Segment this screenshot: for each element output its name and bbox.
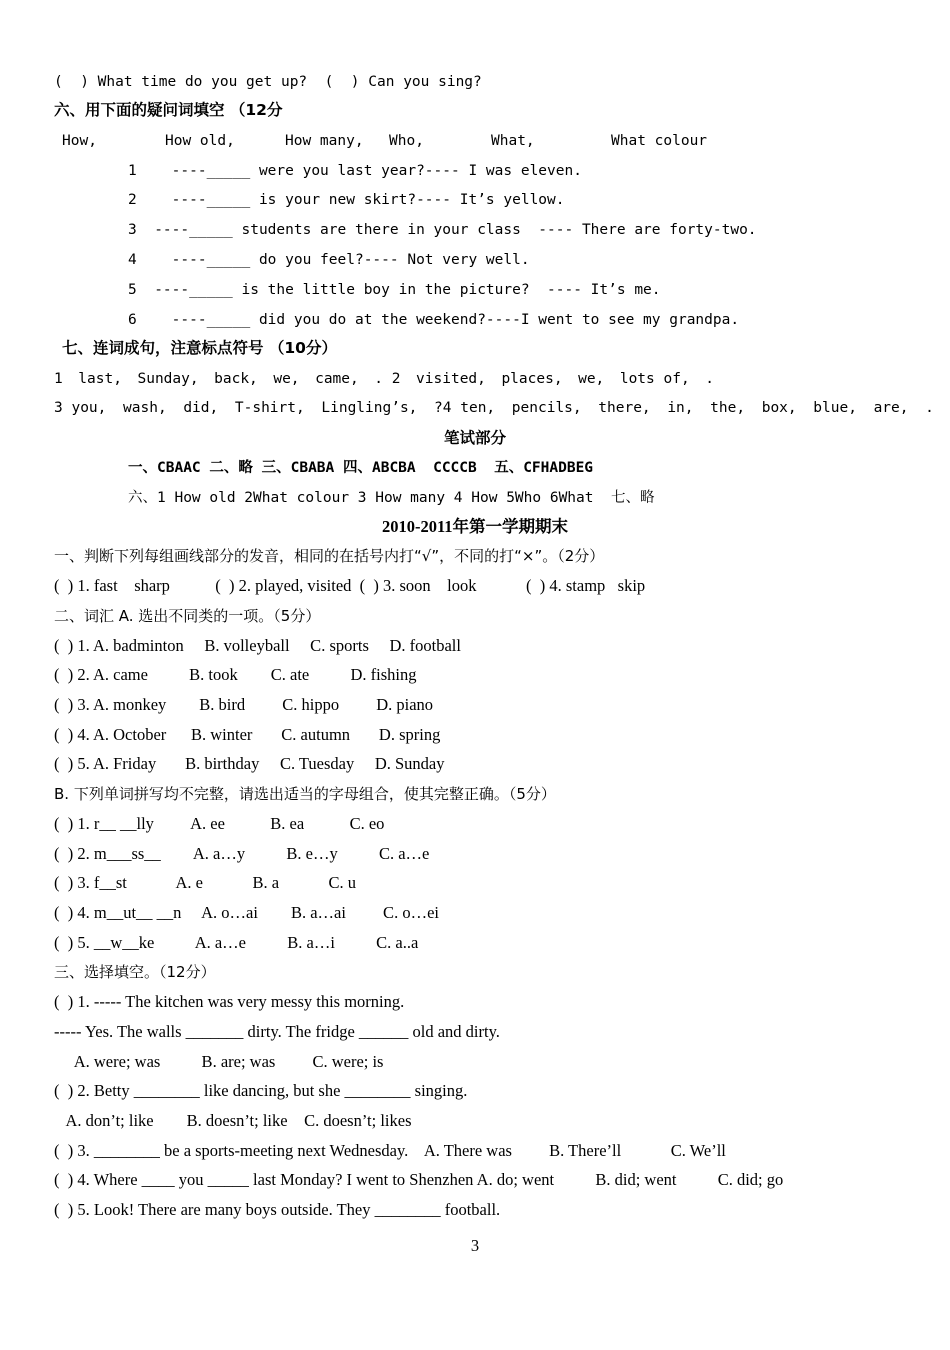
part3-title: 三、选择填空。（12分） xyxy=(54,963,216,981)
sec7-l1-w9: we, xyxy=(578,371,605,387)
part2-title-b: B. 下列单词拼写均不完整，请选出适当的字母组合，使其完整正确。（5分） xyxy=(54,785,556,803)
part2-a-item-1: ( ) 1. A. badminton B. volleyball C. sports D. football xyxy=(54,636,461,655)
page-number: 3 xyxy=(470,1236,480,1255)
sec6-item-6: 6 ----_____ did you do at the weekend?----I went to see my grandpa. xyxy=(128,312,740,328)
part2-b-item-1: ( ) 1. r__ __lly A. ee B. ea C. eo xyxy=(54,814,385,833)
sec7-l2-w12: are, xyxy=(873,400,909,416)
part2-b-item-2: ( ) 2. m___ss__ A. a…y B. e…y C. a…e xyxy=(54,844,430,863)
part1-line: ( ) 1. fast sharp ( ) 2. played, visited ( ) 3. soon look ( ) 4. stamp skip xyxy=(54,576,646,595)
sec6-item-3: 3 ----_____ students are there in your class ---- There are forty-two. xyxy=(128,222,757,238)
section-6-title: 六、用下面的疑问词填空 （12分 xyxy=(54,101,283,119)
part2-b-item-5: ( ) 5. __w__ke A. a…e B. a…i C. a..a xyxy=(54,933,419,952)
sec7-l2-w3: T-shirt, xyxy=(234,400,305,416)
sec7-l1-w6: . 2 xyxy=(374,371,401,387)
sec7-l1-w4: we, xyxy=(273,371,300,387)
part3-line-4: ( ) 2. Betty ________ like dancing, but she ________ singing. xyxy=(54,1081,468,1100)
sec6-word-5: What colour xyxy=(611,133,708,149)
part2-a-item-3: ( ) 3. A. monkey B. bird C. hippo D. piano xyxy=(54,695,434,714)
sec7-line-2 xyxy=(54,398,934,418)
top-question-line: ( ) What time do you get up? ( ) Can you sing? xyxy=(54,74,482,90)
sec7-l1-w8: places, xyxy=(501,371,563,387)
sec7-l1-w10: lots of, xyxy=(619,371,690,387)
sec7-l2-w8: in, xyxy=(667,400,694,416)
sec7-l2-w13: . xyxy=(925,400,934,416)
sec6-word-4: What, xyxy=(491,133,535,149)
section-7-title: 七、连词成句，注意标点符号 （10分） xyxy=(62,339,337,357)
part3-line-5: A. don’t; like B. doesn’t; like C. doesn’t; likes xyxy=(54,1111,412,1130)
sec7-l1-w5: came, xyxy=(315,371,359,387)
sec6-word-1: How old, xyxy=(165,133,235,149)
answers-title: 笔试部分 xyxy=(443,429,506,447)
sec7-l1-w7: visited, xyxy=(416,371,486,387)
sec6-word-3: Who, xyxy=(389,133,424,149)
sec7-l2-w11: blue, xyxy=(813,400,857,416)
sec6-word-2: How many, xyxy=(285,133,364,149)
sec7-l2-w2: did, xyxy=(183,400,219,416)
sec7-l1-w3: back, xyxy=(214,371,258,387)
sec7-l2-w10: box, xyxy=(761,400,797,416)
sec7-l2-w4: Lingling’s, xyxy=(321,400,418,416)
part1-title: 一、判断下列每组画线部分的发音，相同的在括号内打“√”，不同的打“×”。（2分） xyxy=(54,547,605,565)
part3-line-2: ----- Yes. The walls _______ dirty. The fridge ______ old and dirty. xyxy=(54,1022,500,1041)
sec7-l2-w7: there, xyxy=(598,400,651,416)
part2-a-item-4: ( ) 4. A. October B. winter C. autumn D. spring xyxy=(54,725,441,744)
part2-a-item-5: ( ) 5. A. Friday B. birthday C. Tuesday D. Sunday xyxy=(54,754,445,773)
sec6-item-2: 2 ----_____ is your new skirt?---- It’s yellow. xyxy=(128,192,565,208)
answers-line-2: 六、1 How old 2What colour 3 How many 4 How 5Who 6What 七、略 xyxy=(128,490,655,506)
part2-b-item-4: ( ) 4. m__ut__ __n A. o…ai B. a…ai C. o…ei xyxy=(54,903,439,922)
sec7-l2-w9: the, xyxy=(710,400,746,416)
sec7-l2-w1: wash, xyxy=(123,400,167,416)
sec7-l1-w11: . xyxy=(705,371,714,387)
sec7-l1-w2: Sunday, xyxy=(137,371,199,387)
part3-line-1: ( ) 1. ----- The kitchen was very messy this morning. xyxy=(54,992,405,1011)
part2-a-item-2: ( ) 2. A. came B. took C. ate D. fishing xyxy=(54,665,417,684)
part3-line-8: ( ) 5. Look! There are many boys outside. They ________ football. xyxy=(54,1200,501,1219)
part3-line-6: ( ) 3. ________ be a sports-meeting next Wednesday. A. There was B. There’ll C. We’ll xyxy=(54,1141,726,1160)
sec6-item-4: 4 ----_____ do you feel?---- Not very well. xyxy=(128,252,530,268)
sec6-word-0: How, xyxy=(62,133,97,149)
sec7-l2-w0: 3 you, xyxy=(54,400,107,416)
sec7-l2-w6: pencils, xyxy=(511,400,582,416)
part3-line-3: A. were; was B. are; was C. were; is xyxy=(54,1052,384,1071)
sec7-l1-w0: 1 xyxy=(54,371,63,387)
sec7-l1-w1: last, xyxy=(78,371,122,387)
part2-b-item-3: ( ) 3. f__st A. e B. a C. u xyxy=(54,873,357,892)
sec7-l2-w5: ?4 ten, xyxy=(434,400,496,416)
sec6-item-1: 1 ----_____ were you last year?---- I was eleven. xyxy=(128,163,582,179)
exam-title: 2010-2011年第一学期期末 xyxy=(381,517,569,536)
part2-title-a: 二、词汇 A. 选出不同类的一项。（5分） xyxy=(54,607,321,625)
answers-line-1: 一、CBAAC 二、略 三、CBABA 四、ABCBA CCCCB 五、CFHADBEG xyxy=(128,460,594,476)
sec6-item-5: 5 ----_____ is the little boy in the picture? ---- It’s me. xyxy=(128,282,661,298)
sec7-line-1 xyxy=(54,369,714,389)
part3-line-7: ( ) 4. Where ____ you _____ last Monday? I went to Shenzhen A. do; went B. did; went C. did; go xyxy=(54,1170,784,1189)
